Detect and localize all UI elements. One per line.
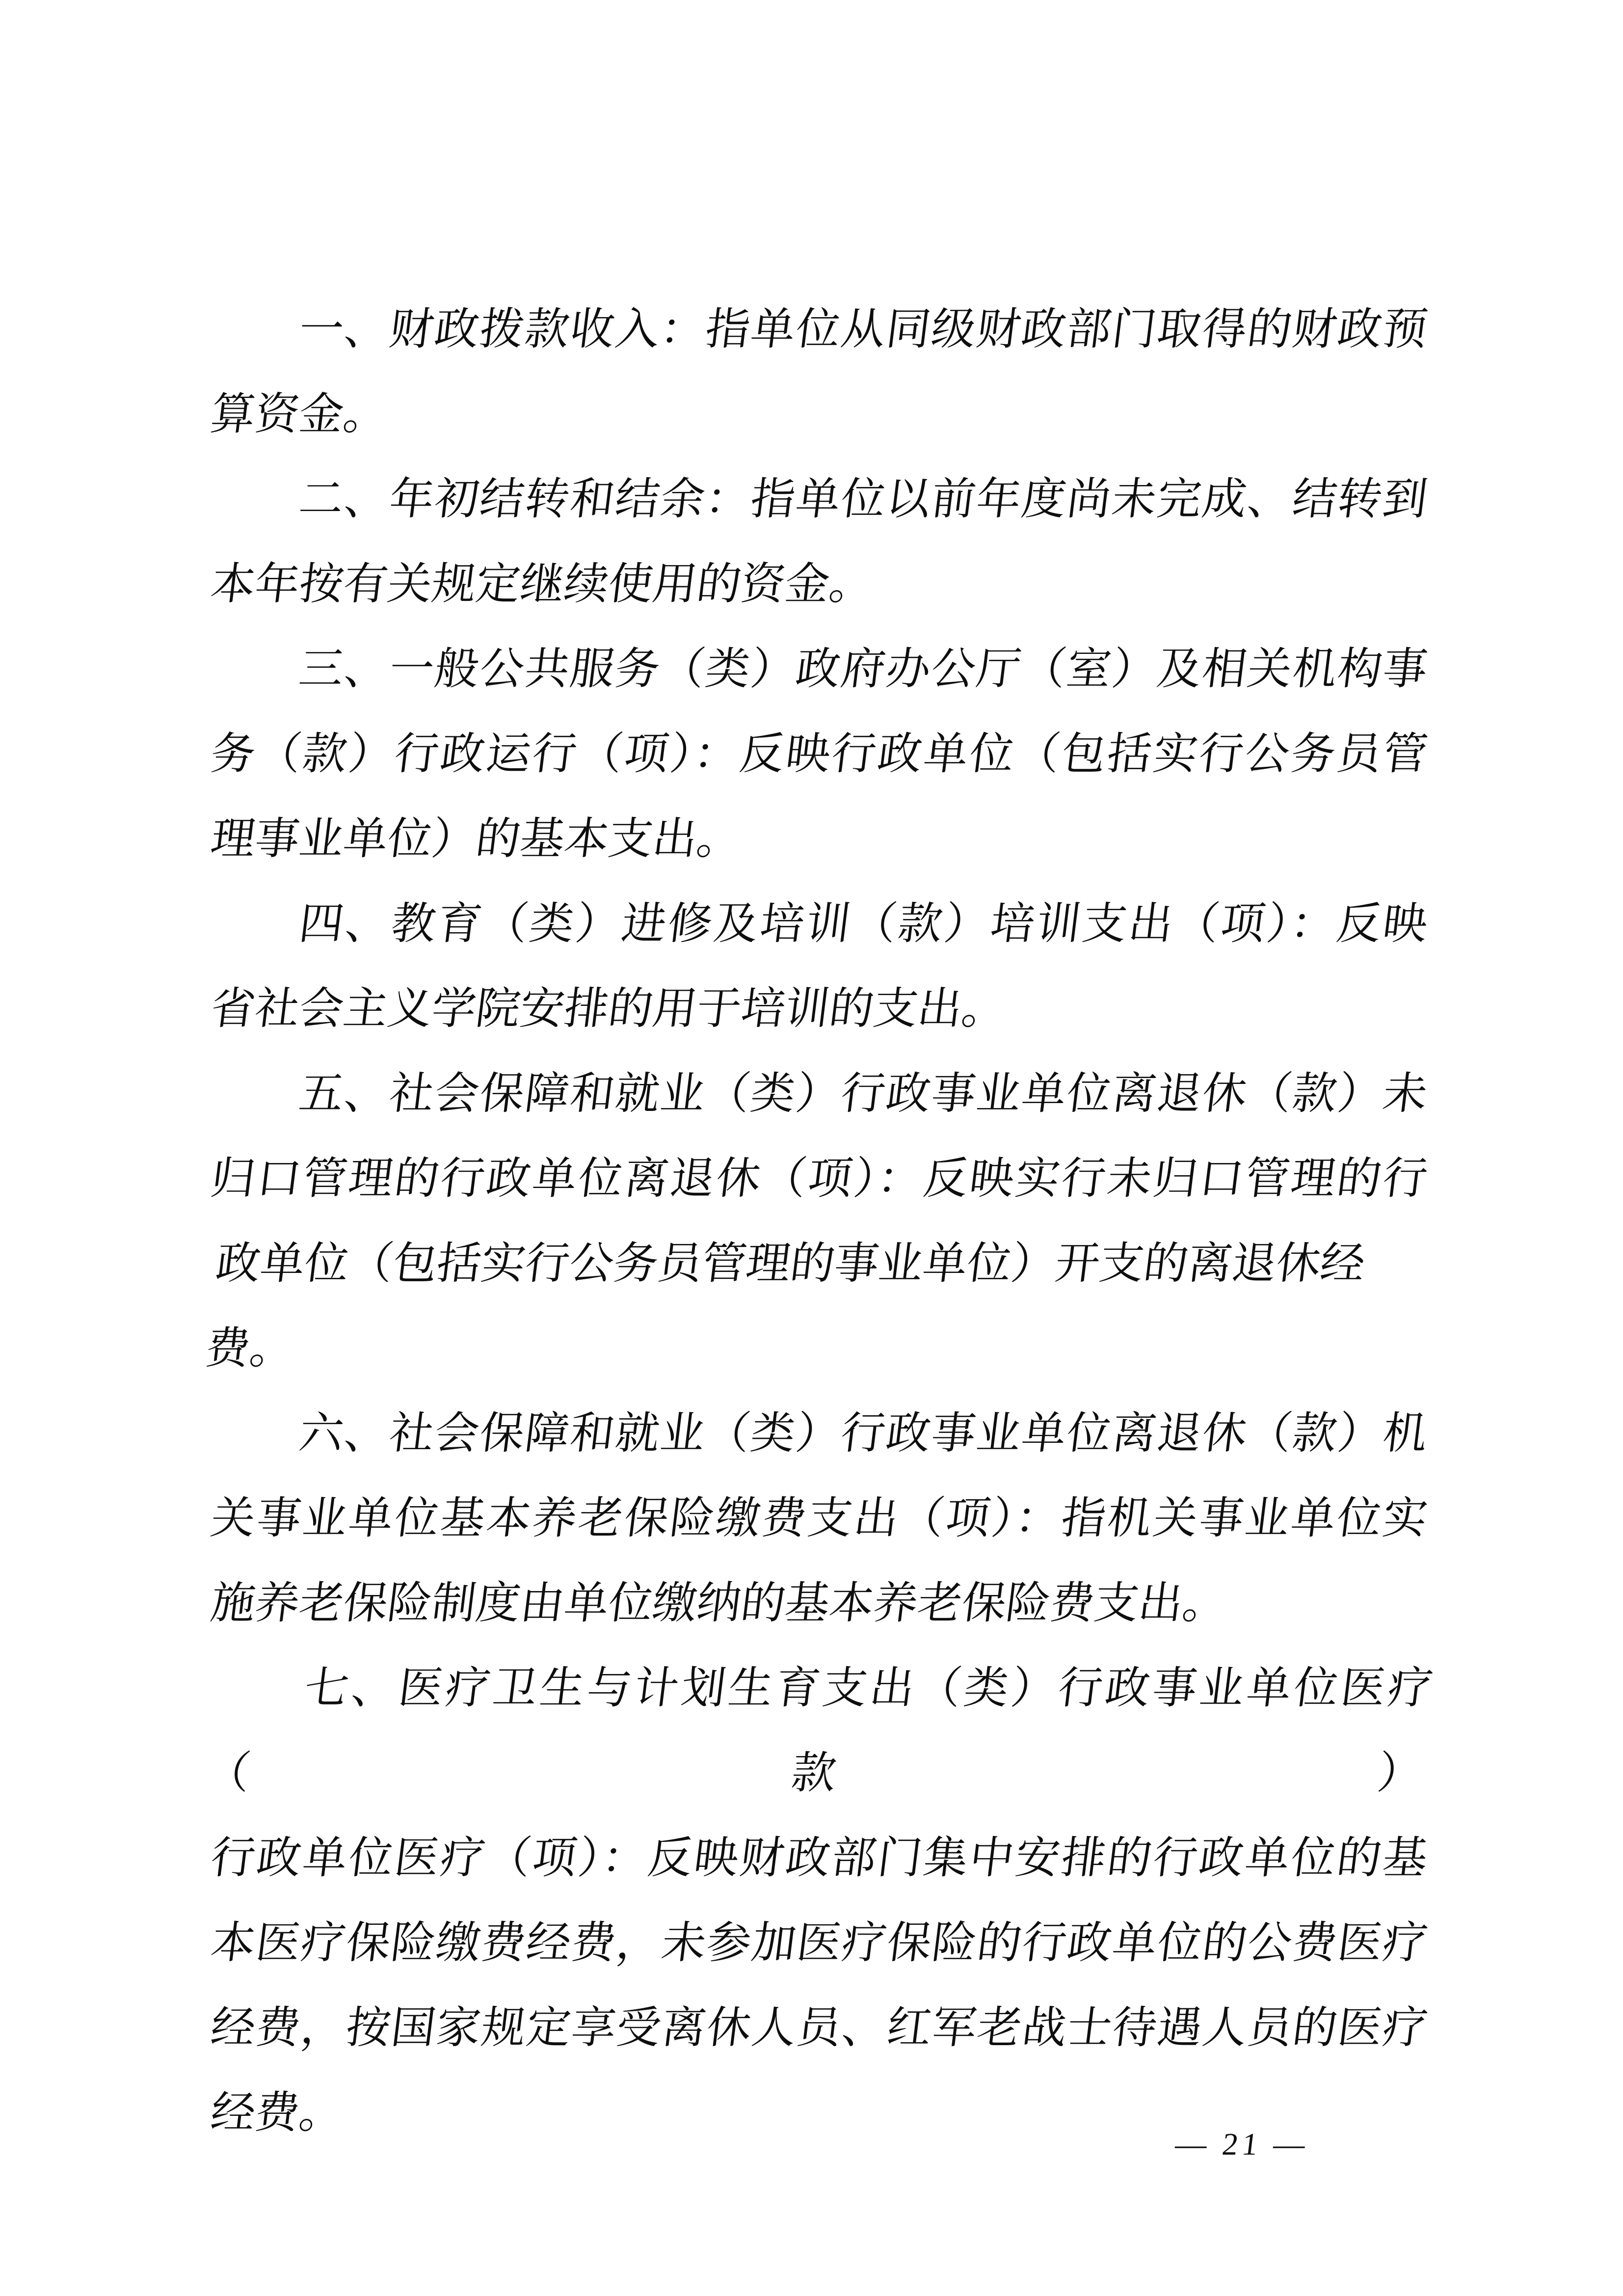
text-line: 经费。 bbox=[208, 2089, 347, 2137]
paragraph-1 bbox=[208, 287, 1431, 457]
paragraph-5 bbox=[203, 1052, 1431, 1391]
text-line: 施养老保险制度由单位缴纳的基本养老保险费支出。 bbox=[208, 1579, 1230, 1628]
page-number: — 21 — bbox=[1173, 2127, 1311, 2161]
paragraph-6 bbox=[208, 1391, 1431, 1646]
text-line: 关事业单位基本养老保险缴费支出（项）：指机关事业单位实 bbox=[208, 1494, 1431, 1543]
text-line: 算资金。 bbox=[208, 390, 391, 439]
text-line: 务（款）行政运行（项）：反映行政单位（包括实行公务员管 bbox=[208, 730, 1431, 779]
text-line: 三、一般公共服务（类）政府办公厅（室）及相关机构事 bbox=[296, 645, 1431, 694]
text-line: 四、教育（类）进修及培训（款）培训支出（项）：反映 bbox=[296, 900, 1431, 948]
text-line: 二、年初结转和结余：指单位以前年度尚未完成、结转到 bbox=[296, 475, 1431, 524]
paragraph-3 bbox=[208, 627, 1431, 882]
text-line: 五、社会保障和就业（类）行政事业单位离退休（款）未 bbox=[296, 1070, 1431, 1118]
text-line: 本年按有关规定继续使用的资金。 bbox=[208, 560, 877, 609]
text-line: 经费，按国家规定享受离休人员、红军老战士待遇人员的医疗 bbox=[208, 2004, 1431, 2053]
paragraph-4 bbox=[208, 882, 1431, 1052]
text-line: 本医疗保险缴费经费，未参加医疗保险的行政单位的公费医疗 bbox=[208, 1919, 1431, 1968]
text-line: 政单位（包括实行公务员管理的事业单位）开支的离退休经费。 bbox=[203, 1240, 1368, 1373]
text-line: 六、社会保障和就业（类）行政事业单位离退休（款）机 bbox=[296, 1409, 1431, 1458]
document-body bbox=[203, 287, 1436, 2156]
text-line: 省社会主义学院安排的用于培训的支出。 bbox=[208, 985, 1010, 1033]
text-line: 行政单位医疗（项）：反映财政部门集中安排的行政单位的基 bbox=[208, 1834, 1431, 1883]
text-line: 七、医疗卫生与计划生育支出（类）行政事业单位医疗（款） bbox=[203, 1664, 1436, 1798]
paragraph-7 bbox=[203, 1646, 1436, 2156]
paragraph-2 bbox=[208, 457, 1431, 627]
text-line: 归口管理的行政单位离退休（项）：反映实行未归口管理的行 bbox=[208, 1155, 1431, 1203]
text-line: 一、财政拨款收入：指单位从同级财政部门取得的财政预 bbox=[296, 305, 1431, 354]
text-line: 理事业单位）的基本支出。 bbox=[208, 815, 745, 864]
